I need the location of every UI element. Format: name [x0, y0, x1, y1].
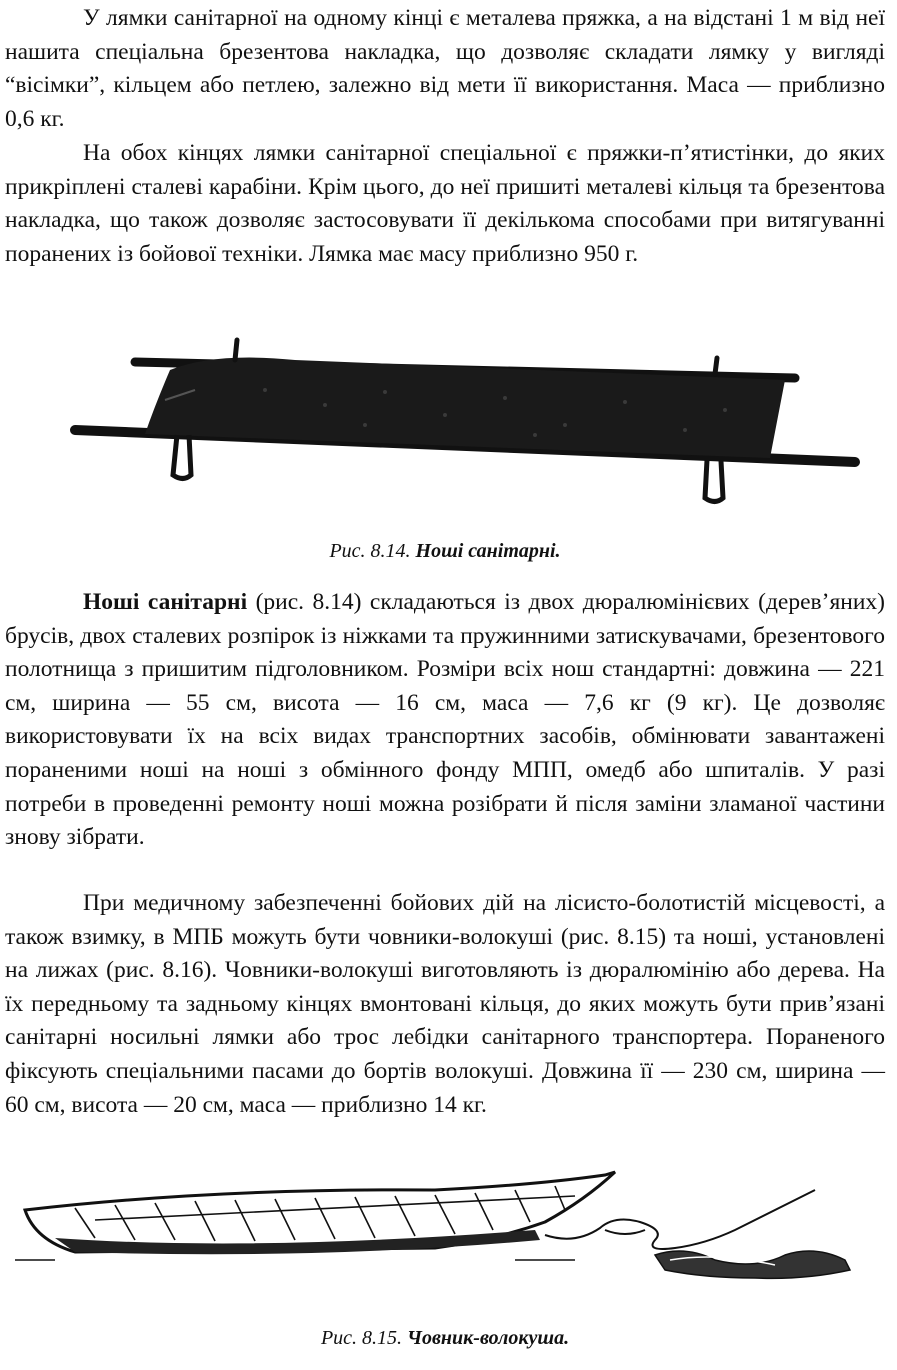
figure-title: Човник-волокуша. [407, 1327, 570, 1349]
paragraph-special-strap: На обох кінцях лямки санітарної спеціальної є пряжки-п’ятистінки, до яких прикріплені сталеві карабіни. Крім цього, до неї пришиті металеві кільця та брезентова накладка, що також дозволяє застосовувати її декількома способами при витягуванні поранених із бойової техніки. Лямка має масу приблизно 950 г. [5, 140, 885, 267]
paragraph-stretcher-text: (рис. 8.14) складаються із двох дюралюмінієвих (дерев’яних) брусів, двох сталевих розпірок із ніжками та пружинними затискувачами, брезентового полотнища з пришитим підголовником. Розміри всіх нош стандартні: довжина — 221 см, ширина — 55 см, висота — 16 см, маса — 7,6 кг (9 кг). Це дозволяє використовувати їх на всіх видах транспортних засобів, обмінювати завантажені пораненими ноші на ноші з обмінного фонду МПП, омедб або шпиталів. У разі потреби в проведенні ремонту ноші можна розібрати й після заміни зламаної частини знову зібрати. [5, 589, 885, 851]
term-stretcher: Ноші санітарні [83, 589, 248, 615]
drag-boat-illustration [15, 1160, 875, 1315]
paragraph-sanitary-strap: У лямки санітарної на одному кінці є металева пряжка, а на відстані 1 м від неї нашита спеціальна брезентова накладка, що дозволяє складати лямку у вигляді “вісімки”, кільцем або петлею, залежно від мети її використання. Маса — приблизно 0,6 кг. [5, 5, 885, 132]
figure-title: Ноші санітарні. [415, 540, 561, 562]
paragraph-drag-boat: При медичному забезпеченні бойових дій на лісисто-болотистій місцевості, а також взимку, в МПБ можуть бути човники-волокуші (рис. 8.15) та ноші, установлені на лижах (рис. 8.16). Човники-волокуші виготовляють із дюралюмінію або дерева. На їх передньому та задньому кінцях вмонтовані кільця, до яких можуть бути прив’язані санітарні носильні лямки або трос лебідки санітарного транспортера. Пораненого фіксують спеціальними пасами до бортів волокуші. Довжина її — 230 см, ширина — 60 см, висота — 20 см, маса — приблизно 14 кг. [5, 890, 885, 1118]
drag-boat-drawing [15, 1160, 875, 1310]
paragraph-stretcher [5, 586, 885, 855]
stretcher-drawing [65, 330, 865, 510]
figure-caption-drag-boat [5, 1327, 885, 1350]
figure-number: Рис. 8.14. [329, 540, 411, 562]
stretcher-illustration [65, 330, 865, 515]
figure-caption-stretcher [5, 540, 885, 563]
figure-number: Рис. 8.15. [320, 1327, 403, 1349]
